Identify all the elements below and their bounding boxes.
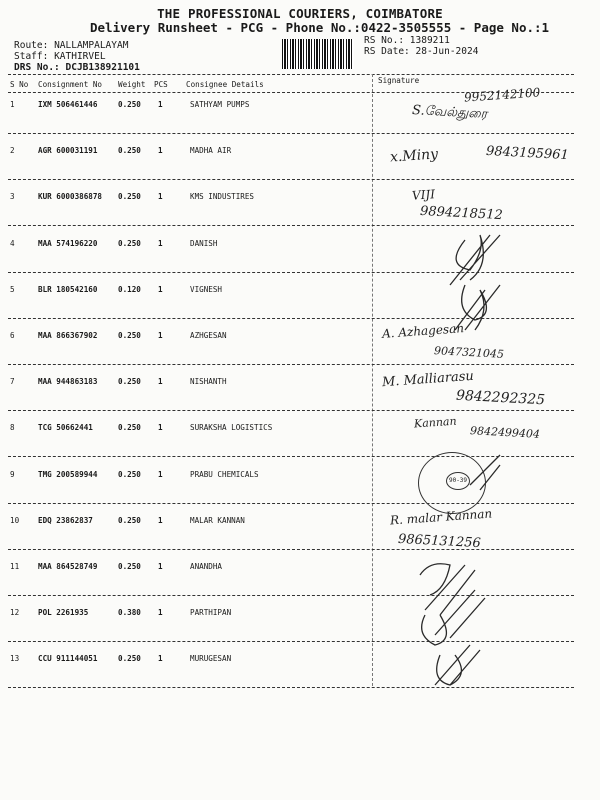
row-consignment-no: KUR 6000386878 xyxy=(38,192,103,202)
col-header-pcs: PCS xyxy=(154,80,168,89)
row-consignment-no: IXM 506461446 xyxy=(38,100,98,109)
row-consignee: SURAKSHA LOGISTICS xyxy=(190,423,273,433)
route-label: Route: xyxy=(14,40,49,51)
col-header-consignee: Consignee Details xyxy=(186,80,264,89)
row-pcs: 1 xyxy=(158,100,163,109)
drs-line xyxy=(14,62,140,73)
row-consignment-no: MAA 944863183 xyxy=(38,377,98,387)
delivery-stamp-center: 90-39 xyxy=(446,472,470,490)
staff-label: Staff: xyxy=(14,51,49,62)
row-consignee: KMS INDUSTIRES xyxy=(190,192,255,202)
staff-value: KATHIRVEL xyxy=(54,51,106,62)
row-consignment-no: AGR 600031191 xyxy=(38,146,98,156)
row-sno: 7 xyxy=(10,377,15,387)
row-pcs: 1 xyxy=(158,146,163,156)
row-signature-name: Kannan xyxy=(413,414,457,431)
row-consignment-no: EDQ 23862837 xyxy=(38,515,93,525)
row-weight: 0.250 xyxy=(118,423,141,433)
row-consignee: PARTHIPAN xyxy=(190,608,232,618)
row-sno: 5 xyxy=(10,284,15,294)
row-signature-name: VIJI xyxy=(411,187,436,203)
row-pcs: 1 xyxy=(158,562,163,571)
row-consignee: MALAR KANNAN xyxy=(190,515,245,525)
route-line xyxy=(14,40,128,51)
header-top-rule xyxy=(8,74,574,75)
row-pcs: 1 xyxy=(158,192,163,202)
row-consignee: SATHYAM PUMPS xyxy=(190,100,250,109)
rs-no-value: 1389211 xyxy=(409,35,450,46)
row-consignee: AZHGESAN xyxy=(190,331,227,340)
col-header-consignment: Consignment No xyxy=(38,80,103,89)
row-pcs: 1 xyxy=(158,654,163,664)
col-header-sno: S No xyxy=(10,80,29,89)
row-signature-name: M. Malliarasu xyxy=(381,368,475,391)
barcode xyxy=(282,39,354,69)
row-pcs: 1 xyxy=(158,377,163,387)
row-consignment-no: POL 2261935 xyxy=(38,608,89,618)
row-signature-phone: 9842292325 xyxy=(455,387,546,409)
row-signature-name: A. Azhagesan xyxy=(381,321,465,341)
row-weight: 0.250 xyxy=(118,238,141,248)
runsheet-title: Delivery Runsheet - PCG - Phone No.:0422-3505555 - Page No.:1 xyxy=(90,20,550,35)
col-header-signature: Signature xyxy=(378,76,420,85)
rs-date-label: RS Date: xyxy=(364,46,410,57)
row-weight: 0.250 xyxy=(118,562,141,571)
row-sno: 3 xyxy=(10,192,15,202)
row-consignee: DANISH xyxy=(190,238,218,248)
row-pcs: 1 xyxy=(158,515,163,525)
row-sno: 8 xyxy=(10,423,15,433)
row-signature-phone: 9842499404 xyxy=(469,424,541,441)
rs-no-line xyxy=(364,35,450,46)
row-sno: 9 xyxy=(10,469,15,479)
row-weight: 0.250 xyxy=(118,654,141,664)
signature-scribbles xyxy=(380,90,580,690)
row-weight: 0.250 xyxy=(118,100,141,109)
row-pcs: 1 xyxy=(158,469,163,479)
drs-value: DCJB138921101 xyxy=(65,62,140,73)
row-pcs: 1 xyxy=(158,423,163,433)
row-signature-phone: 9894218512 xyxy=(419,203,504,224)
signature-scribble-row11 xyxy=(420,564,475,615)
row-weight: 0.380 xyxy=(118,608,141,618)
row-weight: 0.250 xyxy=(118,469,141,479)
row-sno: 12 xyxy=(10,608,20,618)
row-consignee: MURUGESAN xyxy=(190,654,232,664)
row-sno: 4 xyxy=(10,238,15,248)
rs-date-value: 28-Jun-2024 xyxy=(415,46,479,57)
row-consignee: MADHA AIR xyxy=(190,146,232,156)
row-signature-phone: S.வேல்துரை xyxy=(411,103,488,122)
row-sno: 11 xyxy=(10,562,20,571)
row-pcs: 1 xyxy=(158,238,163,248)
row-consignment-no: MAA 574196220 xyxy=(38,238,98,248)
row-consignment-no: TCG 50662441 xyxy=(38,423,93,433)
company-title: THE PROFESSIONAL COURIERS, COIMBATORE xyxy=(157,6,443,21)
row-weight: 0.250 xyxy=(118,192,141,202)
row-signature-phone: 9843195961 xyxy=(485,143,570,164)
route-value: NALLAMPALAYAM xyxy=(54,40,129,51)
row-consignee: VIGNESH xyxy=(190,284,223,294)
row-weight: 0.250 xyxy=(118,515,141,525)
row-consignment-no: CCU 911144051 xyxy=(38,654,98,664)
col-header-weight: Weight xyxy=(118,80,146,89)
signature-scribble-row5 xyxy=(455,285,500,330)
rs-no-label: RS No.: xyxy=(364,35,405,46)
row-consignment-no: TMG 200589944 xyxy=(38,469,98,479)
rs-date-line xyxy=(364,46,478,57)
row-weight: 0.120 xyxy=(118,284,141,294)
row-signature-name: R. malar Kannan xyxy=(389,506,493,528)
row-weight: 0.250 xyxy=(118,377,141,387)
staff-line xyxy=(14,51,106,62)
row-pcs: 1 xyxy=(158,608,163,618)
row-pcs: 1 xyxy=(158,331,163,340)
row-signature-name: 9952142100 xyxy=(463,85,541,105)
row-weight: 0.250 xyxy=(118,331,141,340)
row-signature-phone: 9865131256 xyxy=(397,531,482,552)
signature-scribble-row13 xyxy=(435,645,480,685)
row-consignee: NISHANTH xyxy=(190,377,227,387)
row-consignment-no: MAA 864528749 xyxy=(38,562,98,571)
signature-scribble-row9 xyxy=(470,455,500,490)
row-sno: 1 xyxy=(10,100,15,109)
row-weight: 0.250 xyxy=(118,146,141,156)
row-consignment-no: MAA 866367902 xyxy=(38,331,98,340)
row-sno: 6 xyxy=(10,331,15,340)
row-sno: 10 xyxy=(10,515,20,525)
drs-label: DRS No.: xyxy=(14,62,60,73)
row-consignment-no: BLR 180542160 xyxy=(38,284,98,294)
signature-scribble-row4 xyxy=(450,235,500,285)
row-sno: 13 xyxy=(10,654,20,664)
row-consignee: ANANDHA xyxy=(190,562,223,571)
row-signature-name: x.Miny xyxy=(389,146,439,166)
row-consignee: PRABU CHEMICALS xyxy=(190,469,259,479)
row-sno: 2 xyxy=(10,146,15,156)
row-signature-phone: 9047321045 xyxy=(433,344,505,361)
row-pcs: 1 xyxy=(158,284,163,294)
